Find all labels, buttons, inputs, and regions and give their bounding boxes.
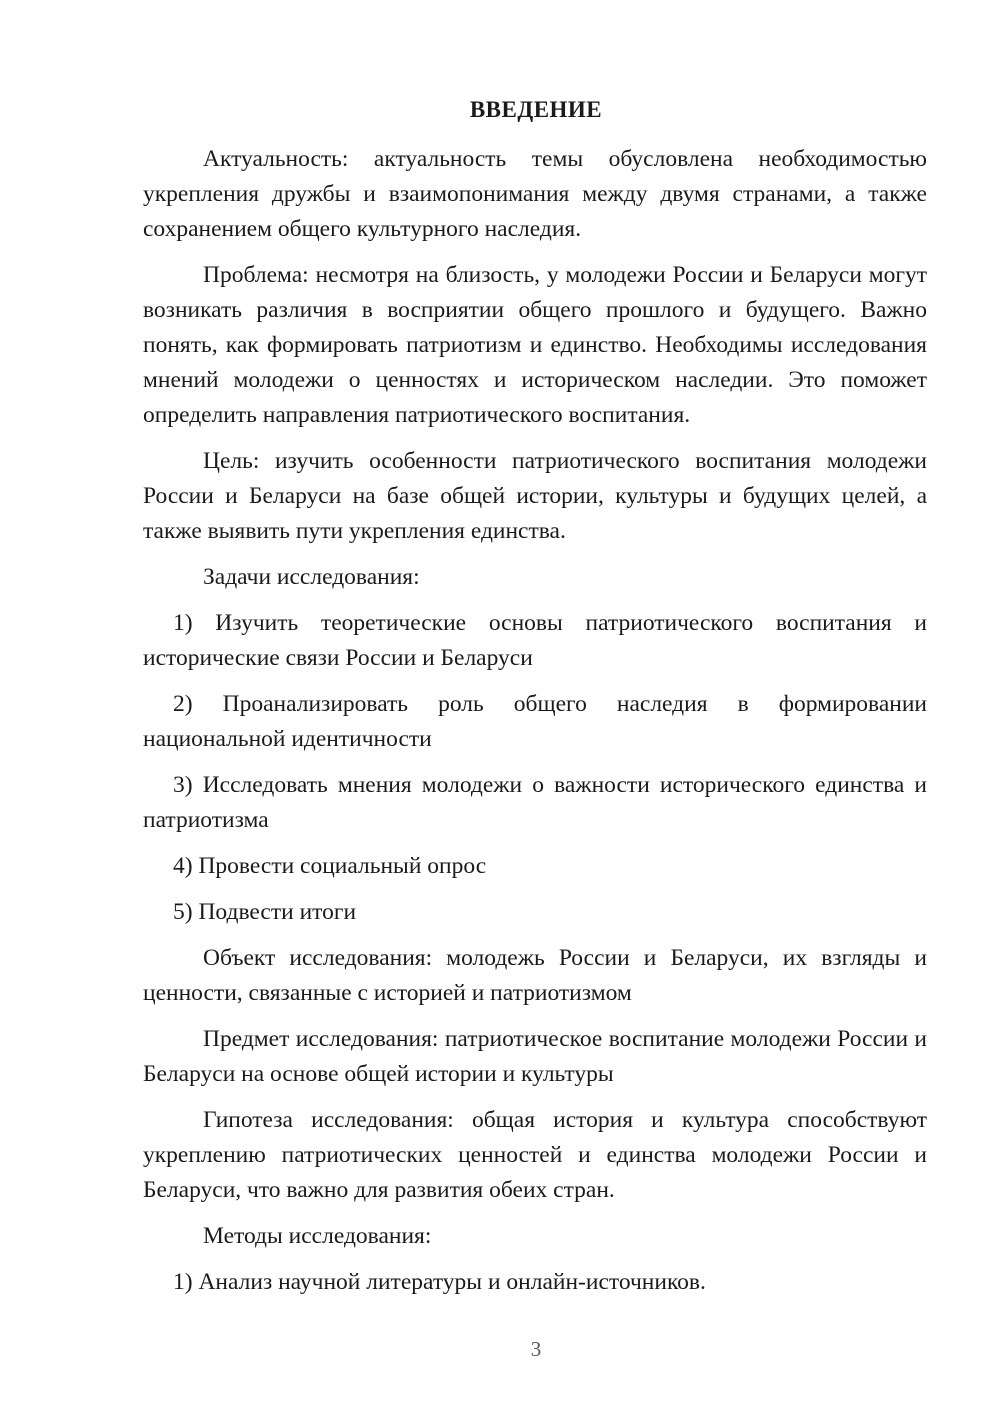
task-item: 2) Проанализировать роль общего наследия в формировании национальной идентичности	[143, 691, 927, 752]
paragraph-subject: Предмет исследования: патриотическое воспитание молодежи России и Беларуси на основе общей истории и культуры	[143, 1026, 927, 1087]
method-item: 1) Анализ научной литературы и онлайн-источников.	[173, 1269, 706, 1295]
methods-heading: Методы исследования:	[203, 1223, 432, 1249]
task-item: 3) Исследовать мнения молодежи о важности исторического единства и патриотизма	[143, 772, 927, 833]
page-number: 3	[530, 1337, 542, 1361]
tasks-heading: Задачи исследования:	[203, 564, 420, 590]
section-title: ВВЕДЕНИЕ	[469, 97, 603, 122]
task-item: 4) Провести социальный опрос	[173, 853, 487, 879]
document-body	[143, 142, 927, 1311]
paragraph-goal: Цель: изучить особенности патриотического воспитания молодежи России и Беларуси на базе общей истории, культуры и будущих целей, а также выявить пути укрепления единства.	[143, 448, 927, 544]
paragraph-relevance: Актуальность: актуальность темы обусловлена необходимостью укрепления дружбы и взаимопонимания между двумя странами, а также сохранением общего культурного наследия.	[143, 146, 927, 242]
task-item: 5) Подвести итоги	[173, 899, 357, 925]
task-item: 1) Изучить теоретические основы патриотического воспитания и исторические связи России и Беларуси	[143, 610, 927, 671]
paragraph-object: Объект исследования: молодежь России и Беларуси, их взгляды и ценности, связанные с историей и патриотизмом	[143, 945, 927, 1006]
paragraph-hypothesis: Гипотеза исследования: общая история и культура способствуют укреплению патриотических ценностей и единства молодежи России и Беларуси, что важно для развития обеих стран.	[143, 1107, 927, 1203]
paragraph-problem: Проблема: несмотря на близость, у молодежи России и Беларуси могут возникать различия в восприятии общего прошлого и будущего. Важно понять, как формировать патриотизм и единство. Необходимы исследования мнений молодежи о ценностях и историческом наследии. Это поможет определить направления патриотического воспитания.	[143, 262, 927, 428]
